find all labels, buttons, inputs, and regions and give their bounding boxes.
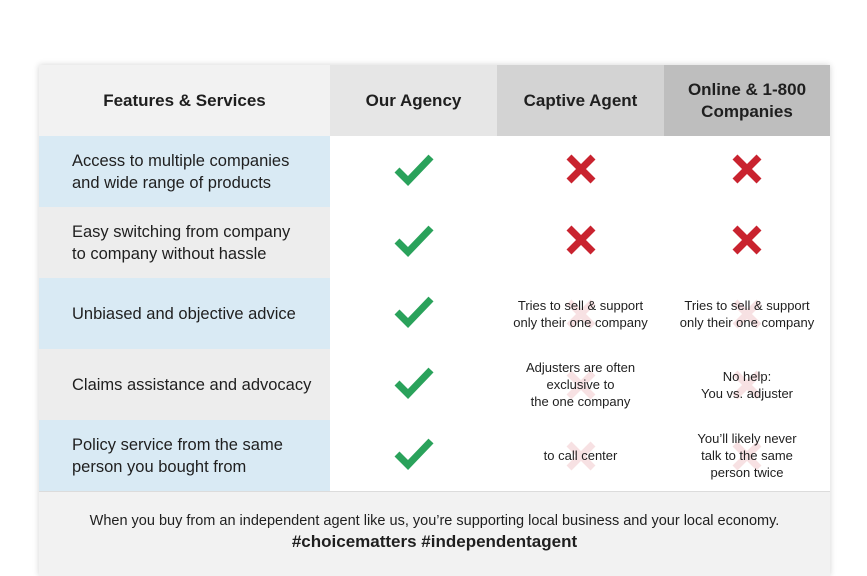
captive-agent-cell [497,278,664,349]
feature-cell [39,136,330,207]
our-agency-cell [330,136,497,207]
captive-agent-note: Tries to sell & support only their one company [513,297,648,330]
feature-cell [39,420,330,491]
online-companies-cell [664,136,830,207]
feature-cell [39,349,330,420]
online-companies-note: No help: You vs. adjuster [700,368,794,401]
check-icon [394,436,434,475]
check-icon [394,152,434,191]
footer [39,491,830,576]
check-icon [394,365,434,404]
online-companies-note: Tries to sell & support only their one company [679,297,815,330]
header-features-label: Features & Services [103,90,266,110]
footer-hashtags: #choicematters #independentagent [291,532,578,551]
x-icon [564,223,598,262]
our-agency-cell [330,349,497,420]
x-icon [730,223,764,262]
header-online-companies-label: Online & 1-800 Companies [687,79,807,121]
x-icon [564,152,598,191]
feature-label: Policy service from the same person you bought from [72,435,283,476]
comparison-table [39,65,830,491]
online-companies-cell [664,278,830,349]
our-agency-cell [330,420,497,491]
captive-agent-cell [497,420,664,491]
online-companies-cell [664,349,830,420]
feature-label: Claims assistance and advocacy [72,375,312,394]
feature-label: Unbiased and objective advice [72,304,296,323]
check-icon [394,294,434,333]
captive-agent-cell [497,136,664,207]
header-our-agency [330,65,497,136]
feature-label: Easy switching from company to company without hassle [72,222,291,263]
our-agency-cell [330,278,497,349]
x-icon [730,152,764,191]
captive-agent-note: to call center [543,448,618,463]
captive-agent-note: Adjusters are often exclusive to the one company [525,360,636,409]
online-companies-cell [664,207,830,278]
feature-cell [39,278,330,349]
our-agency-cell [330,207,497,278]
header-captive-agent [497,65,664,136]
captive-agent-cell [497,207,664,278]
feature-label: Access to multiple companies and wide range of products [72,151,290,192]
feature-cell [39,207,330,278]
header-online-companies [664,65,830,136]
footer-text: When you buy from an independent agent like us, you’re supporting local business and your local economy. [89,513,780,529]
header-captive-agent-label: Captive Agent [523,90,638,110]
header-our-agency-label: Our Agency [365,90,462,110]
captive-agent-cell [497,349,664,420]
header-features [39,65,330,136]
online-companies-cell [664,420,830,491]
check-icon [394,223,434,262]
comparison-card [39,65,830,576]
online-companies-note: You’ll likely never talk to the same person twice [697,431,797,480]
